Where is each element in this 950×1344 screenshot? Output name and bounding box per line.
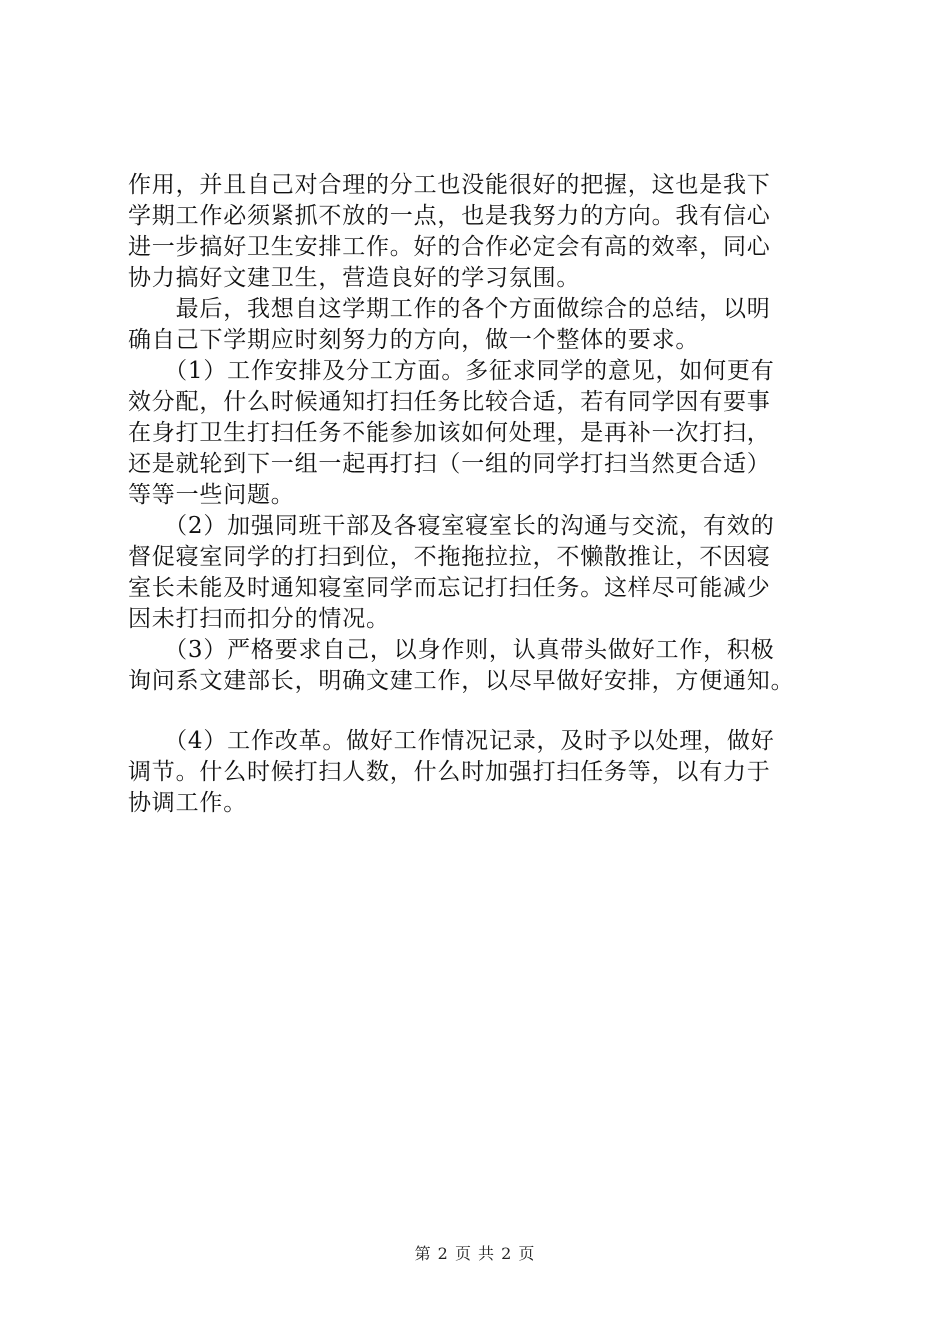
page-footer: 第 2 页 共 2 页 <box>414 1244 536 1263</box>
text-line: 最后，我想自这学期工作的各个方面做综合的总结，以明 <box>128 296 771 322</box>
text-line: 在身打卫生打扫任务不能参加该如何处理，是再补一次打扫， <box>128 420 771 446</box>
text-line: 效分配，什么时候通知打扫任务比较合适，若有同学因有要事 <box>128 389 771 415</box>
text-line: 学期工作必须紧抓不放的一点，也是我努力的方向。我有信心 <box>128 203 771 229</box>
text-line: 还是就轮到下一组一起再打扫（一组的同学打扫当然更合适） <box>128 451 771 477</box>
text-line: 协力搞好文建卫生，营造良好的学习氛围。 <box>128 265 581 291</box>
text-line: 协调工作。 <box>128 790 247 816</box>
text-line: 进一步搞好卫生安排工作。好的合作必定会有高的效率，同心 <box>128 234 771 260</box>
paragraph-gap <box>128 697 828 726</box>
text-line: 询问系文建部长，明确文建工作，以尽早做好安排，方便通知。 <box>128 668 795 694</box>
text-line: （3）严格要求自己，以身作则，认真带头做好工作，积极 <box>128 637 775 663</box>
text-line: 调节。什么时候打扫人数，什么时加强打扫任务等，以有力于 <box>128 759 771 785</box>
text-line: 督促寝室同学的打扫到位，不拖拖拉拉，不懒散推让，不因寝 <box>128 544 771 570</box>
text-line: 因未打扫而扣分的情况。 <box>128 606 390 632</box>
text-line: 确自己下学期应时刻努力的方向，做一个整体的要求。 <box>128 327 700 353</box>
text-line: 作用，并且自己对合理的分工也没能很好的把握，这也是我下 <box>128 172 771 198</box>
text-line: （4）工作改革。做好工作情况记录，及时予以处理，做好 <box>128 728 775 754</box>
text-line: 等等一些问题。 <box>128 482 295 508</box>
document-body <box>128 170 828 819</box>
text-line: （1）工作安排及分工方面。多征求同学的意见，如何更有 <box>128 358 775 384</box>
text-line: 室长未能及时通知寝室同学而忘记打扫任务。这样尽可能减少 <box>128 575 771 601</box>
text-line: （2）加强同班干部及各寝室寝室长的沟通与交流，有效的 <box>128 513 775 539</box>
